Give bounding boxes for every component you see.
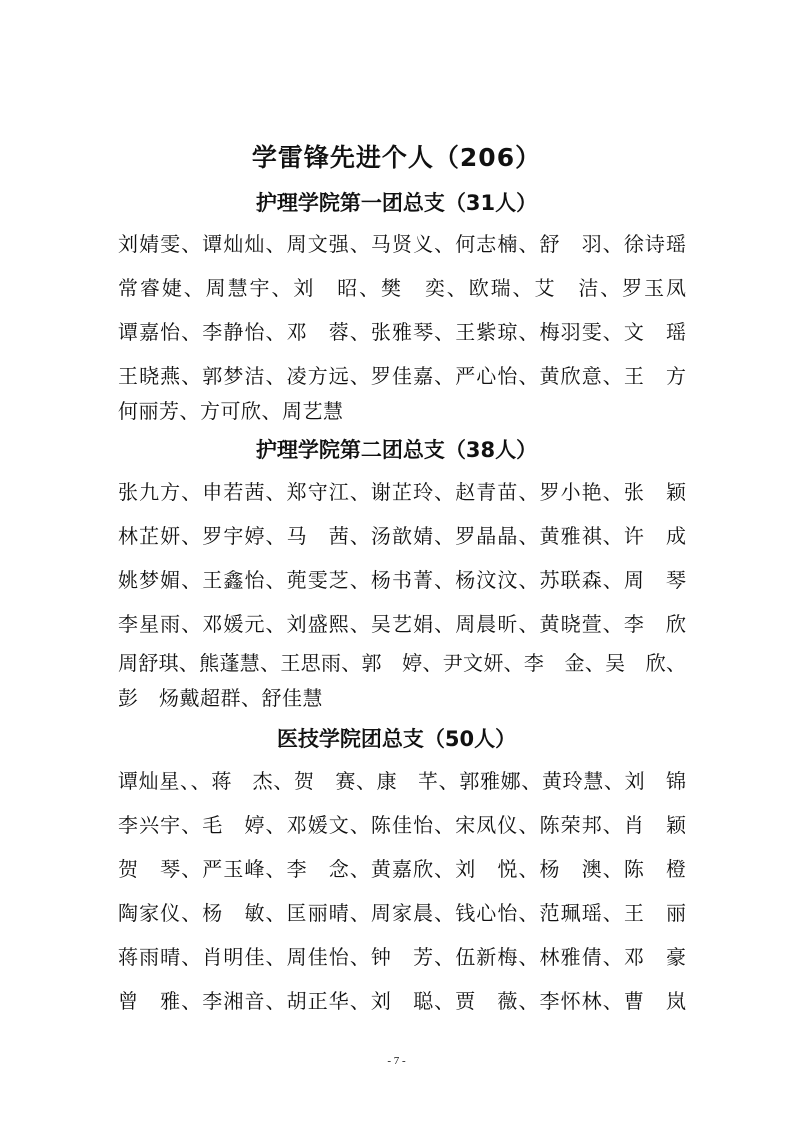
name-list-line: 林芷妍、罗宇婷、马 茜、汤歆婧、罗晶晶、黄雅祺、许 成 — [118, 524, 686, 548]
name-list-line: 刘婧雯、谭灿灿、周文强、马贤义、何志楠、舒 羽、徐诗瑶 — [118, 232, 686, 256]
section-heading-nursing-first: 护理学院第一团总支（31人） — [255, 191, 538, 215]
name-list-line: 姚梦媚、王鑫怡、蔸雯芝、杨书菁、杨汶汶、苏联森、周 琴 — [118, 568, 686, 592]
name-list-line: 曾 雅、李湘音、胡正华、刘 聪、贾 薇、李怀林、曹 岚 — [118, 989, 686, 1013]
name-list-line: 周舒琪、熊蓬慧、王思雨、郭 婷、尹文妍、李 金、吴 欣、 — [118, 651, 686, 675]
name-list-line: 彭 炀戴超群、舒佳慧 — [118, 686, 323, 710]
name-list-line: 李兴宇、毛 婷、邓媛文、陈佳怡、宋凤仪、陈荣邦、肖 颖 — [118, 813, 686, 837]
section-heading-nursing-second: 护理学院第二团总支（38人） — [255, 438, 538, 462]
name-list-line: 李星雨、邓媛元、刘盛熙、吴艺娟、周晨昕、黄晓萱、李 欣 — [118, 612, 686, 636]
name-list-line: 谭嘉怡、李静怡、邓 蓉、张雅琴、王紫琼、梅羽雯、文 瑶 — [118, 320, 686, 344]
name-list-line: 张九方、申若茜、郑守江、谢芷玲、赵青苗、罗小艳、张 颖 — [118, 480, 686, 504]
section-heading-medical-tech: 医技学院团总支（50人） — [276, 727, 517, 751]
name-list-line: 谭灿星、、蒋 杰、贺 赛、康 芊、郭雅娜、黄玲慧、刘 锦 — [118, 769, 686, 793]
page-number: - 7 - — [387, 1055, 406, 1067]
page-title: 学雷锋先进个人（206） — [251, 143, 542, 172]
name-list-line: 陶家仪、杨 敏、匡丽晴、周家晨、钱心怡、范珮瑶、王 丽 — [118, 901, 686, 925]
name-list-line: 蒋雨晴、肖明佳、周佳怡、钟 芳、伍新梅、林雅倩、邓 豪 — [118, 945, 686, 969]
name-list-line: 王晓燕、郭梦洁、凌方远、罗佳嘉、严心怡、黄欣意、王 方 — [118, 364, 686, 388]
name-list-line: 贺 琴、严玉峰、李 念、黄嘉欣、刘 悦、杨 澳、陈 橙 — [118, 857, 686, 881]
name-list-line: 常睿婕、周慧宇、刘 昭、樊 奕、欧瑞、艾 洁、罗玉凤 — [118, 276, 686, 300]
name-list-line: 何丽芳、方可欣、周艺慧 — [118, 399, 344, 423]
